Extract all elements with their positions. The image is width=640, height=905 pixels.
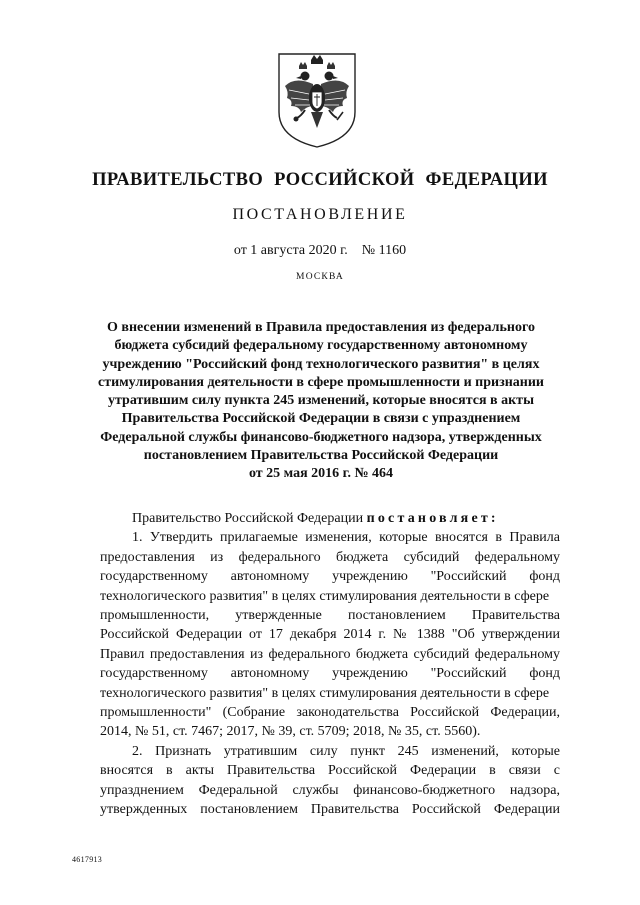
document-body — [100, 509, 560, 820]
document-heading — [68, 319, 574, 484]
para1-line: Правил предоставления из федерального бюджета субсидий федеральному — [100, 646, 560, 662]
para1-line: Российской Федерации от 17 декабря 2014 г. № 1388 "Об утверждении — [100, 627, 560, 643]
para1-line: предоставления из федерального бюджета субсидий федеральному — [100, 549, 560, 565]
heading-line: О внесении изменений в Правила предоставления из федерального — [107, 320, 535, 335]
heading-line: учреждению "Российский фонд технологического развития" в целях — [102, 356, 540, 372]
para1-line: 1. Утвердить прилагаемые изменения, которые вносятся в Правила — [132, 530, 560, 546]
heading-line: стимулирования деятельности в сфере промышленности и признании — [97, 374, 544, 390]
document-number: № 1160 — [361, 243, 407, 258]
para1-line: государственному автономному учреждению "Российский фонд — [100, 569, 560, 585]
heading-line: постановлением Правительства Российской Федерации — [143, 448, 499, 464]
date-number-line — [0, 243, 640, 259]
intro-verb: постановляет: — [366, 511, 499, 526]
para2-line: 2. Признать утратившим силу пункт 245 изменений, которые — [132, 743, 560, 759]
para1-line: государственному автономному учреждению "Российский фонд — [100, 666, 560, 682]
document-type: ПОСТАНОВЛЕНИЕ — [232, 206, 408, 223]
double-headed-eagle-icon — [273, 50, 361, 150]
document-date: от 1 августа 2020 г. — [233, 243, 348, 258]
para1-line: 2014, № 51, ст. 7467; 2017, № 39, ст. 5709; 2018, № 35, ст. 5560). — [100, 724, 481, 740]
heading-line: утратившим силу пункта 245 изменений, которые вносятся в акты — [107, 393, 534, 409]
para1-line: технологического развития" в целях стимулирования деятельности в сфере — [100, 588, 550, 604]
para1-line: промышленности" (Собрание законодательства Российской Федерации, — [100, 705, 560, 721]
para2-line: утвержденных постановлением Правительства Российской Федерации — [100, 802, 560, 818]
heading-line: Федеральной службы финансово-бюджетного надзора, утвержденных — [100, 429, 542, 445]
state-emblem — [273, 50, 361, 150]
para1-line: технологического развития" в целях стимулирования деятельности в сфере — [100, 685, 550, 701]
document-code: 4617913 — [72, 855, 103, 864]
government-title: ПРАВИТЕЛЬСТВО РОССИЙСКОЙ ФЕДЕРАЦИИ — [92, 170, 548, 190]
city: МОСКВА — [296, 272, 344, 282]
para2-line: вносятся в акты Правительства Российской Федерации в связи с — [100, 763, 560, 779]
para2-line: упразднением Федеральной службы финансово-бюджетного надзора, — [100, 782, 560, 798]
heading-line: Правительства Российской Федерации в связи с упразднением — [121, 411, 521, 427]
intro-text: Правительство Российской Федерации — [132, 511, 364, 526]
heading-line: от 25 мая 2016 г. № 464 — [248, 466, 394, 482]
para1-line: промышленности, утвержденные постановлением Правительства — [100, 608, 560, 624]
intro-line — [100, 509, 560, 528]
heading-line: бюджета субсидий федеральному государственному автономному — [114, 338, 528, 354]
